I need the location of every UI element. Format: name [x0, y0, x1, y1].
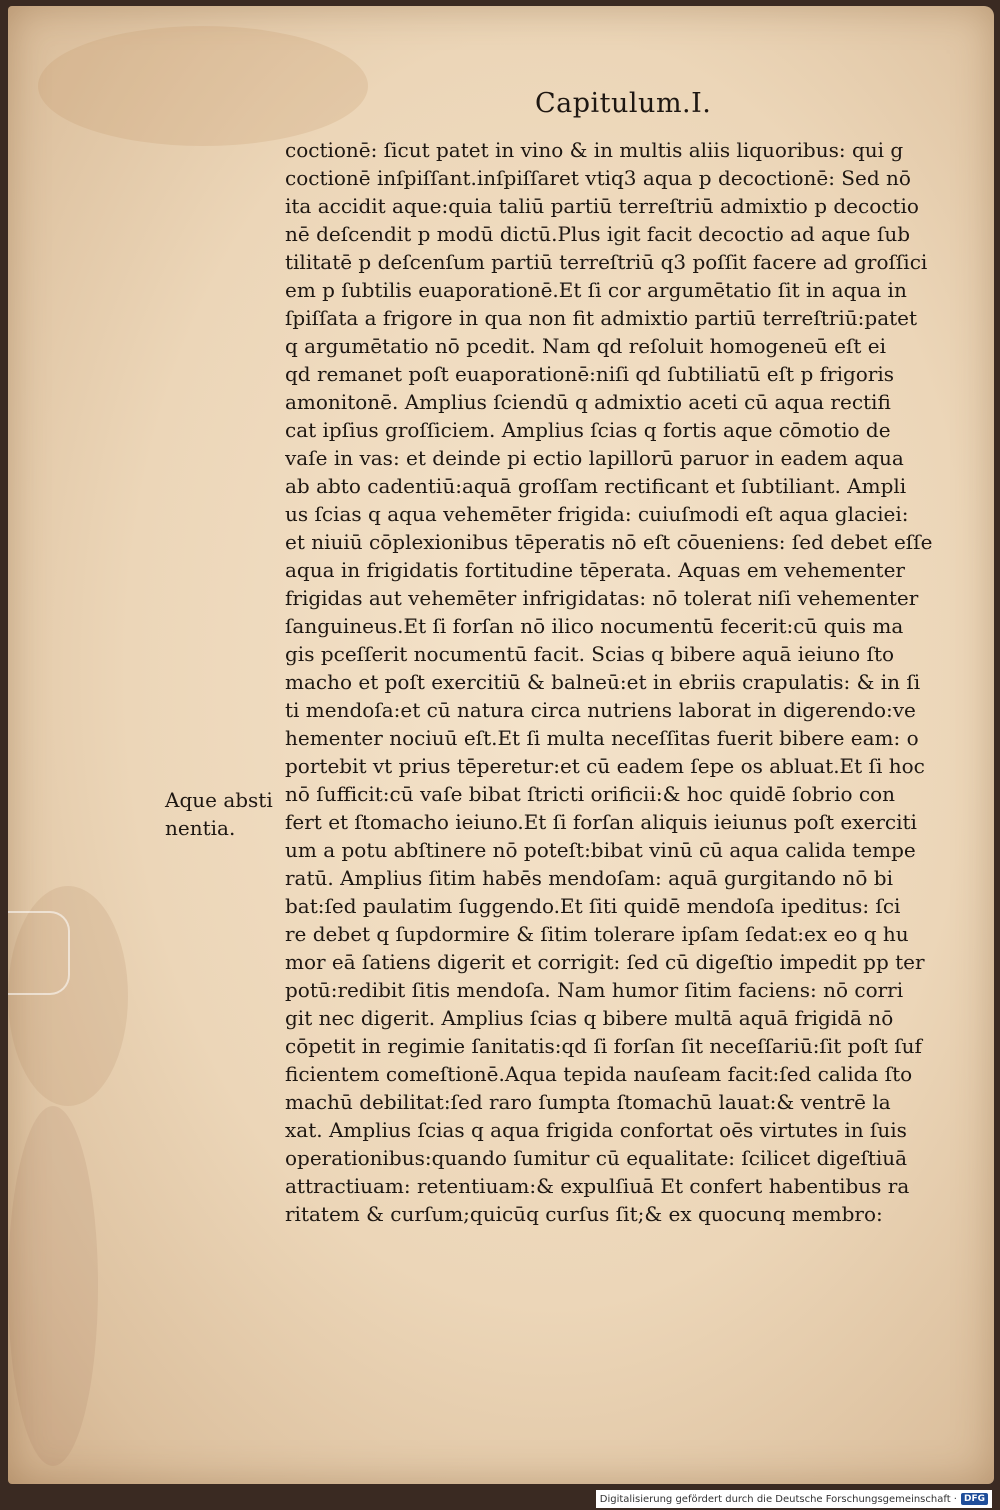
marginal-note-line: Aque absti — [165, 788, 273, 812]
text-line: em p ſubtilis euaporationē.Et ſi cor argumētatio ſit in aqua in — [285, 278, 907, 302]
text-line: ficientem comeſtionē.Aqua tepida nauſeam facit:ſed calida ſto — [285, 1062, 913, 1086]
text-line: coctionē: ſicut patet in vino & in multis aliis liquoribus: qui g — [285, 138, 904, 162]
text-line: ſpiſſata a frigore in qua non fit admixtio partiū terreſtriū:patet — [285, 306, 918, 330]
text-line: qd remanet poſt euaporationē:niſi qd ſubtiliatū eſt p frigoris — [285, 362, 895, 386]
text-line: fert et ſtomacho ieiuno.Et ſi forſan aliquis ieiunus poſt exerciti — [285, 810, 917, 834]
text-line: operationibus:quando ſumitur cū equalitate: ſcilicet digeſtiuā — [285, 1146, 908, 1170]
page-header: Capitulum.I. — [535, 88, 712, 119]
text-line: nō ſufficit:cū vaſe bibat ſtricti orificii:& hoc quidē ſobrio con — [285, 782, 896, 806]
text-line: attractiuam: retentiuam:& expulſiuā Et confert habentibus ra — [285, 1174, 910, 1198]
text-line: re debet q ſupdormire & ſitim tolerare ipſam ſedat:ex eo q hu — [285, 922, 909, 946]
dfg-logo: DFG — [961, 1493, 988, 1505]
text-line: ſanguineus.Et ſi forſan nō ilico nocumentū fecerit:cū quis ma — [285, 614, 904, 638]
main-text-block — [285, 136, 945, 1228]
text-line: cat ipſius groſſiciem. Amplius ſcias q fortis aque cōmotio de — [285, 418, 891, 442]
text-line: mor eā ſatiens digerit et corrigit: ſed cū digeſtio impedit pp ter — [285, 950, 925, 974]
text-line: aqua in frigidatis fortitudine tēperata. Aquas em vehementer — [285, 558, 905, 582]
marginal-note-line: nentia. — [165, 816, 236, 840]
text-line: ratū. Amplius ſitim habēs mendoſam: aquā gurgitando nō bi — [285, 866, 894, 890]
funding-footer — [596, 1490, 992, 1508]
text-line: portebit vt prius tēperetur:et cū eadem ſepe os abluat.Et ſi hoc — [285, 754, 925, 778]
text-line: vaſe in vas: et deinde pi ectio lapillorū paruor in eadem aqua — [285, 446, 904, 470]
text-line: frigidas aut vehemēter infrigidatas: nō tolerat niſi vehementer — [285, 586, 919, 610]
text-line: git nec digerit. Amplius ſcias q bibere multā aquā frigidā nō — [285, 1006, 894, 1030]
text-line: gis pceſſerit nocumentū facit. Scias q bibere aquā ieiuno ſto — [285, 642, 895, 666]
text-line: um a potu abſtinere nō poteſt:bibat vinū cū aqua calida tempe — [285, 838, 916, 862]
text-line: tilitatē p deſcenſum partiū terreſtriū q3 poſſit facere ad groſſici — [285, 250, 928, 274]
text-line: us ſcias q aqua vehemēter frigida: cuiuſmodi eſt aqua glaciei: — [285, 502, 909, 526]
paper-stain — [38, 26, 368, 146]
text-line: amonitonē. Amplius ſciendū q admixtio aceti cū aqua rectifi — [285, 390, 891, 414]
text-line: ab abto cadentiū:aquā groſſam rectificant et ſubtiliant. Ampli — [285, 474, 907, 498]
text-line: machū debilitat:ſed raro ſumpta ſtomachū lauat:& ventrē la — [285, 1090, 891, 1114]
page-tab-mark — [8, 911, 70, 995]
text-line: et niuiū cōplexionibus tēperatis nō eſt cōueniens: ſed debet eſſe — [285, 530, 933, 554]
text-line: ita accidit aque:quia taliū partiū terreſtriū admixtio p decoctio — [285, 194, 919, 218]
text-line: macho et poſt exercitiū & balneū:et in ebriis crapulatis: & in ſi — [285, 670, 921, 694]
text-line: ti mendoſa:et cū natura circa nutriens laborat in digerendo:ve — [285, 698, 916, 722]
text-line: hementer nociuū eſt.Et ſi multa neceſſitas fuerit bibere eam: o — [285, 726, 919, 750]
text-line: bat:ſed paulatim ſuggendo.Et ſiti quidē mendoſa ipeditus: ſci — [285, 894, 901, 918]
paper-stain — [8, 1106, 98, 1466]
text-line: nē deſcendit p modū dictū.Plus igit facit decoctio ad aque ſub — [285, 222, 911, 246]
text-line: cōpetit in regimie ſanitatis:qd ſi forſan ſit neceſſariū:ſit poſt ſuf — [285, 1034, 922, 1058]
marginal-note — [165, 786, 273, 842]
funding-credit: Digitalisierung gefördert durch die Deutsche Forschungsgemeinschaft · — [599, 1493, 957, 1505]
text-line: q argumētatio nō pcedit. Nam qd reſoluit homogeneū eſt ei — [285, 334, 886, 358]
text-line: ritatem & curſum;quicūq curſus ſit;& ex quocunq membro: — [285, 1202, 883, 1226]
text-line: potū:redibit ſitis mendoſa. Nam humor ſitim faciens: nō corri — [285, 978, 904, 1002]
text-line: coctionē inſpiſſant.inſpiſſaret vtiq3 aqua p decoctionē: Sed nō — [285, 166, 911, 190]
text-line: xat. Amplius ſcias q aqua frigida confortat oēs virtutes in ſuis — [285, 1118, 907, 1142]
